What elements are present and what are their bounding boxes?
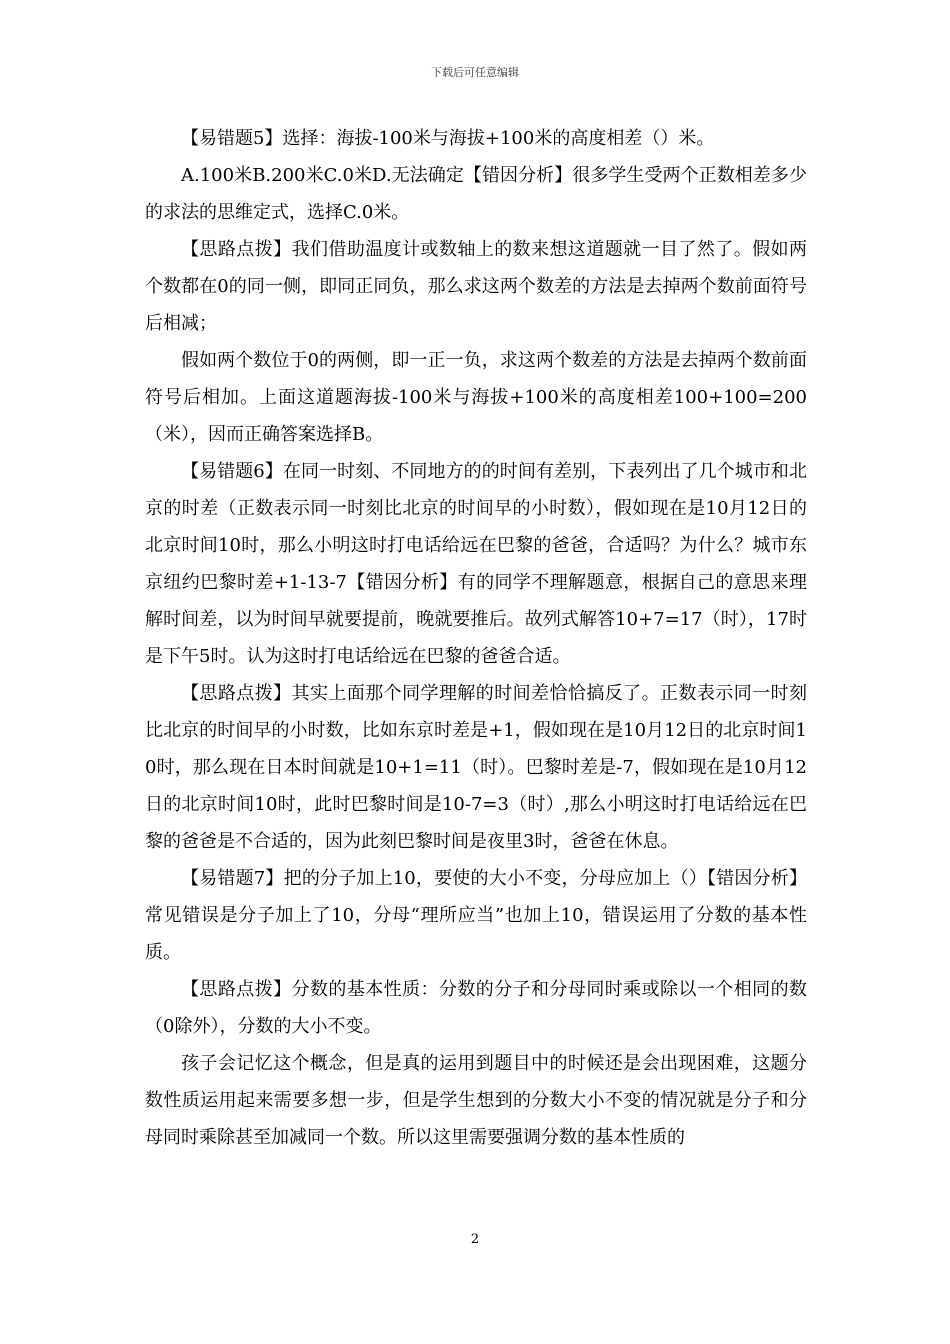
paragraph-hint-time-difference: 【思路点拨】其实上面那个同学理解的时间差恰恰搞反了。正数表示同一时刻比北京的时间早的小时数，比如东京时差是+1，假如现在是10月12日的北京时间10时，那么现在日本时间就是10+1=11（时）。巴黎时差是-7，假如现在是10月12日的北京时间10时，此时巴黎时间是10-7=3（时）,那么小明这时打电话给远在巴黎的爸爸是不合适的，因为此刻巴黎时间是夜里3时，爸爸在休息。: [145, 683, 807, 852]
page-number: 2: [470, 1232, 480, 1247]
paragraph-error-question-6: 【易错题6】在同一时刻、不同地方的的时间有差别，下表列出了几个城市和北京的时差（正数表示同一时刻比北京的时间早的小时数），假如现在是10月12日的北京时间10时，那么小明这时打电话给远在巴黎的爸爸，合适吗？为什么？城市东京纽约巴黎时差+1-13-7【错因分析】有的同学不理解题意，根据自己的意思来理解时间差，以为时间早就要提前，晚就要推后。故列式解答10+7=17（时），17时是下午5时。认为这时打电话给远在巴黎的爸爸合适。: [145, 461, 807, 667]
paragraph-hint-same-side: 【思路点拨】我们借助温度计或数轴上的数来想这道题就一目了然了。假如两个数都在0的同一侧，即同正同负，那么求这两个数差的方法是去掉两个数前面符号后相减；: [145, 239, 807, 334]
document-body: [145, 120, 807, 1156]
paragraph-error-question-5: 【易错题5】选择：海拔-100米与海拔+100米的高度相差（）米。: [181, 128, 715, 149]
paragraph-options-and-error-analysis: A.100米B.200米C.0米D.无法确定【错因分析】很多学生受两个正数相差多少的求法的思维定式，选择C.0米。: [145, 165, 807, 223]
paragraph-hint-opposite-side: 假如两个数位于0的两侧，即一正一负，求这两个数差的方法是去掉两个数前面符号后相加。上面这道题海拔-100米与海拔+100米的高度相差100+100=200（米），因而正确答案选择B。: [145, 350, 807, 445]
paragraph-hint-fraction-property: 【思路点拨】分数的基本性质：分数的分子和分母同时乘或除以一个相同的数（0除外），分数的大小不变。: [145, 979, 807, 1037]
paragraph-error-question-7: 【易错题7】把的分子加上10，要使的大小不变，分母应加上（）【错因分析】常见错误是分子加上了10，分母“理所应当”也加上10，错误运用了分数的基本性质。: [145, 868, 807, 963]
page-header: 下载后可任意编辑: [431, 66, 519, 79]
paragraph-fraction-explanation: 孩子会记忆这个概念，但是真的运用到题目中的时候还是会出现困难，这题分数性质运用起来需要多想一步，但是学生想到的分数大小不变的情况就是分子和分母同时乘除甚至加减同一个数。所以这里需要强调分数的基本性质的: [145, 1053, 807, 1148]
